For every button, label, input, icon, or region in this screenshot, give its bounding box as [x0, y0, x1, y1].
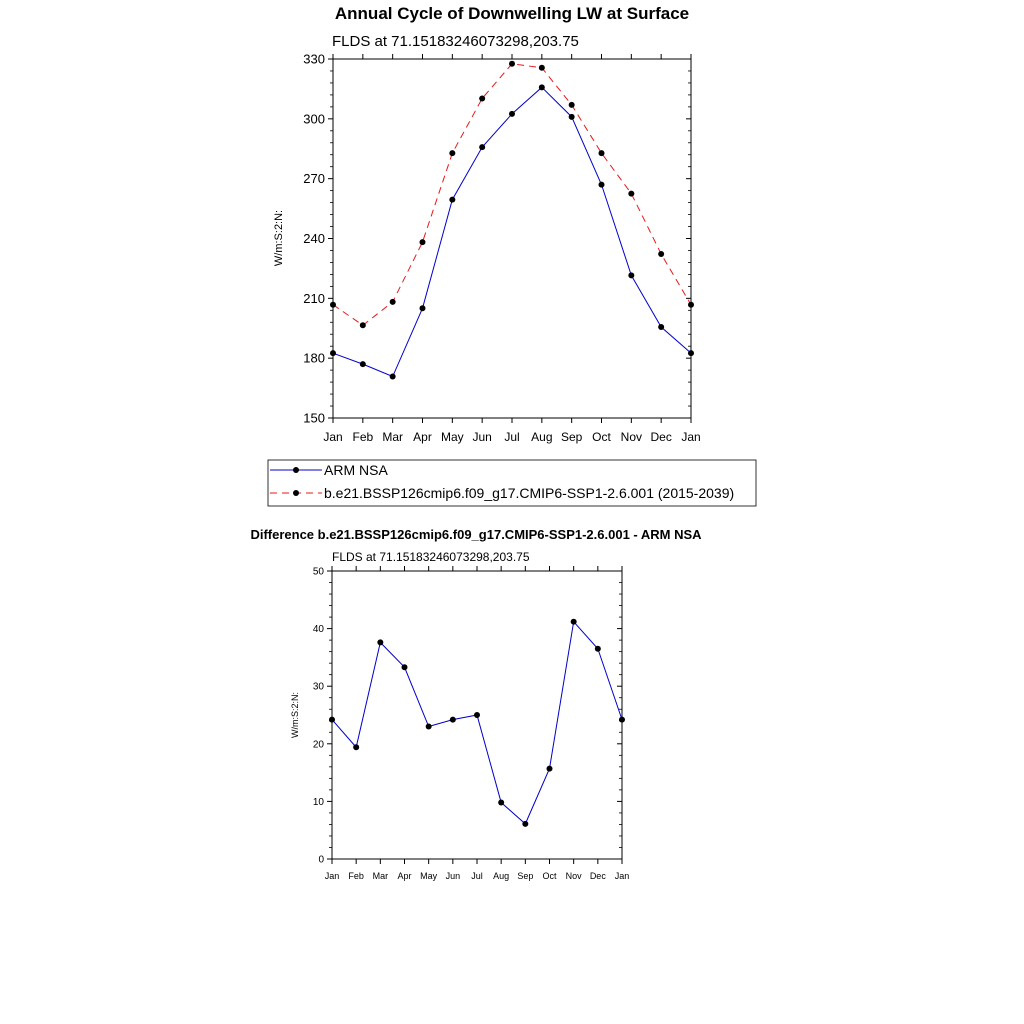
data-point — [628, 272, 634, 278]
data-point — [479, 144, 485, 150]
data-point — [658, 251, 664, 257]
x-tick-label: Nov — [565, 871, 582, 881]
data-point — [474, 712, 480, 718]
data-point — [688, 302, 694, 308]
data-point — [509, 111, 515, 117]
x-tick-label: Sep — [517, 871, 534, 881]
data-point — [569, 114, 575, 120]
y-tick-label: 300 — [303, 111, 325, 127]
series-line-0 — [333, 87, 691, 376]
y-tick-label: 0 — [318, 854, 324, 866]
x-tick-label: Dec — [589, 871, 606, 881]
data-point — [360, 322, 366, 328]
chart2-title: Difference b.e21.BSSP126cmip6.f09_g17.CMIP6-SSP1-2.6.001 - ARM NSA — [250, 527, 702, 542]
x-tick-label: Aug — [531, 430, 553, 444]
x-tick-label: Dec — [650, 430, 672, 444]
data-point — [569, 102, 575, 108]
data-point — [360, 361, 366, 367]
x-tick-label: May — [440, 430, 464, 444]
x-tick-label: Jan — [681, 430, 701, 444]
data-point — [571, 619, 577, 625]
chart-annual-cycle — [268, 4, 756, 506]
x-tick-label: Jan — [323, 430, 343, 444]
data-point — [595, 646, 601, 652]
x-tick-label: Feb — [352, 430, 374, 444]
y-tick-label: 30 — [312, 681, 324, 693]
data-point — [539, 65, 545, 71]
data-point — [599, 182, 605, 188]
chart1-ylabel: W/m:S:2:N: — [273, 209, 285, 267]
data-point — [449, 150, 455, 156]
data-point — [330, 302, 336, 308]
y-tick-label: 330 — [303, 51, 325, 67]
legend-swatch-marker — [293, 490, 299, 496]
series-line-0 — [332, 622, 622, 824]
data-point — [426, 724, 432, 730]
data-point — [390, 299, 396, 305]
data-point — [402, 664, 408, 670]
data-point — [449, 197, 455, 203]
x-tick-label: Jul — [471, 871, 483, 881]
y-tick-label: 240 — [303, 231, 325, 247]
data-point — [522, 821, 528, 827]
data-point — [628, 191, 634, 197]
x-tick-label: Sep — [560, 430, 583, 444]
y-tick-label: 180 — [303, 350, 325, 366]
x-tick-label: Oct — [542, 871, 557, 881]
data-point — [450, 717, 456, 723]
x-tick-label: Oct — [592, 430, 611, 444]
chart1-plot-area — [303, 52, 700, 444]
data-point — [539, 84, 545, 90]
y-tick-label: 20 — [312, 739, 324, 751]
x-tick-label: Jan — [324, 871, 340, 881]
chart2-ylabel: W/m:S:2:N: — [290, 691, 300, 739]
y-tick-label: 150 — [303, 410, 325, 426]
x-tick-label: May — [420, 871, 438, 881]
x-tick-label: Jun — [472, 430, 492, 444]
x-tick-label: Apr — [413, 430, 432, 444]
x-tick-label: Aug — [493, 871, 510, 881]
x-tick-label: Apr — [397, 871, 412, 881]
chart2-plot-area — [313, 566, 629, 881]
y-tick-label: 10 — [312, 796, 324, 808]
x-tick-label: Jun — [445, 871, 461, 881]
y-tick-label: 210 — [303, 290, 325, 306]
data-point — [420, 305, 426, 311]
legend-swatch-marker — [293, 467, 299, 473]
data-point — [329, 717, 335, 723]
y-tick-label: 270 — [303, 171, 325, 187]
data-point — [547, 766, 553, 772]
data-point — [420, 239, 426, 245]
x-tick-label: Jan — [614, 871, 630, 881]
chart1-legend — [268, 460, 756, 506]
data-point — [688, 350, 694, 356]
data-point — [390, 374, 396, 380]
chart1-title: Annual Cycle of Downwelling LW at Surface — [334, 4, 690, 23]
chart2-subtitle: FLDS at 71.15183246073298,203.75 — [332, 550, 530, 564]
legend-label: b.e21.BSSP126cmip6.f09_g17.CMIP6-SSP1-2.6.001 (2015-2039) — [324, 485, 735, 501]
data-point — [599, 150, 605, 156]
data-point — [658, 324, 664, 330]
data-point — [509, 61, 515, 67]
legend-label: ARM NSA — [324, 462, 388, 478]
x-tick-label: Jul — [504, 430, 520, 444]
chart-difference — [250, 527, 702, 881]
data-point — [353, 744, 359, 750]
x-tick-label: Feb — [348, 871, 364, 881]
data-point — [619, 717, 625, 723]
y-tick-label: 50 — [312, 566, 324, 578]
data-point — [479, 95, 485, 101]
data-point — [377, 639, 383, 645]
y-tick-label: 40 — [312, 624, 324, 636]
data-point — [498, 800, 504, 806]
x-tick-label: Mar — [382, 430, 404, 444]
data-point — [330, 350, 336, 356]
x-tick-label: Mar — [372, 871, 389, 881]
x-tick-label: Nov — [620, 430, 643, 444]
chart1-subtitle: FLDS at 71.15183246073298,203.75 — [332, 33, 579, 50]
